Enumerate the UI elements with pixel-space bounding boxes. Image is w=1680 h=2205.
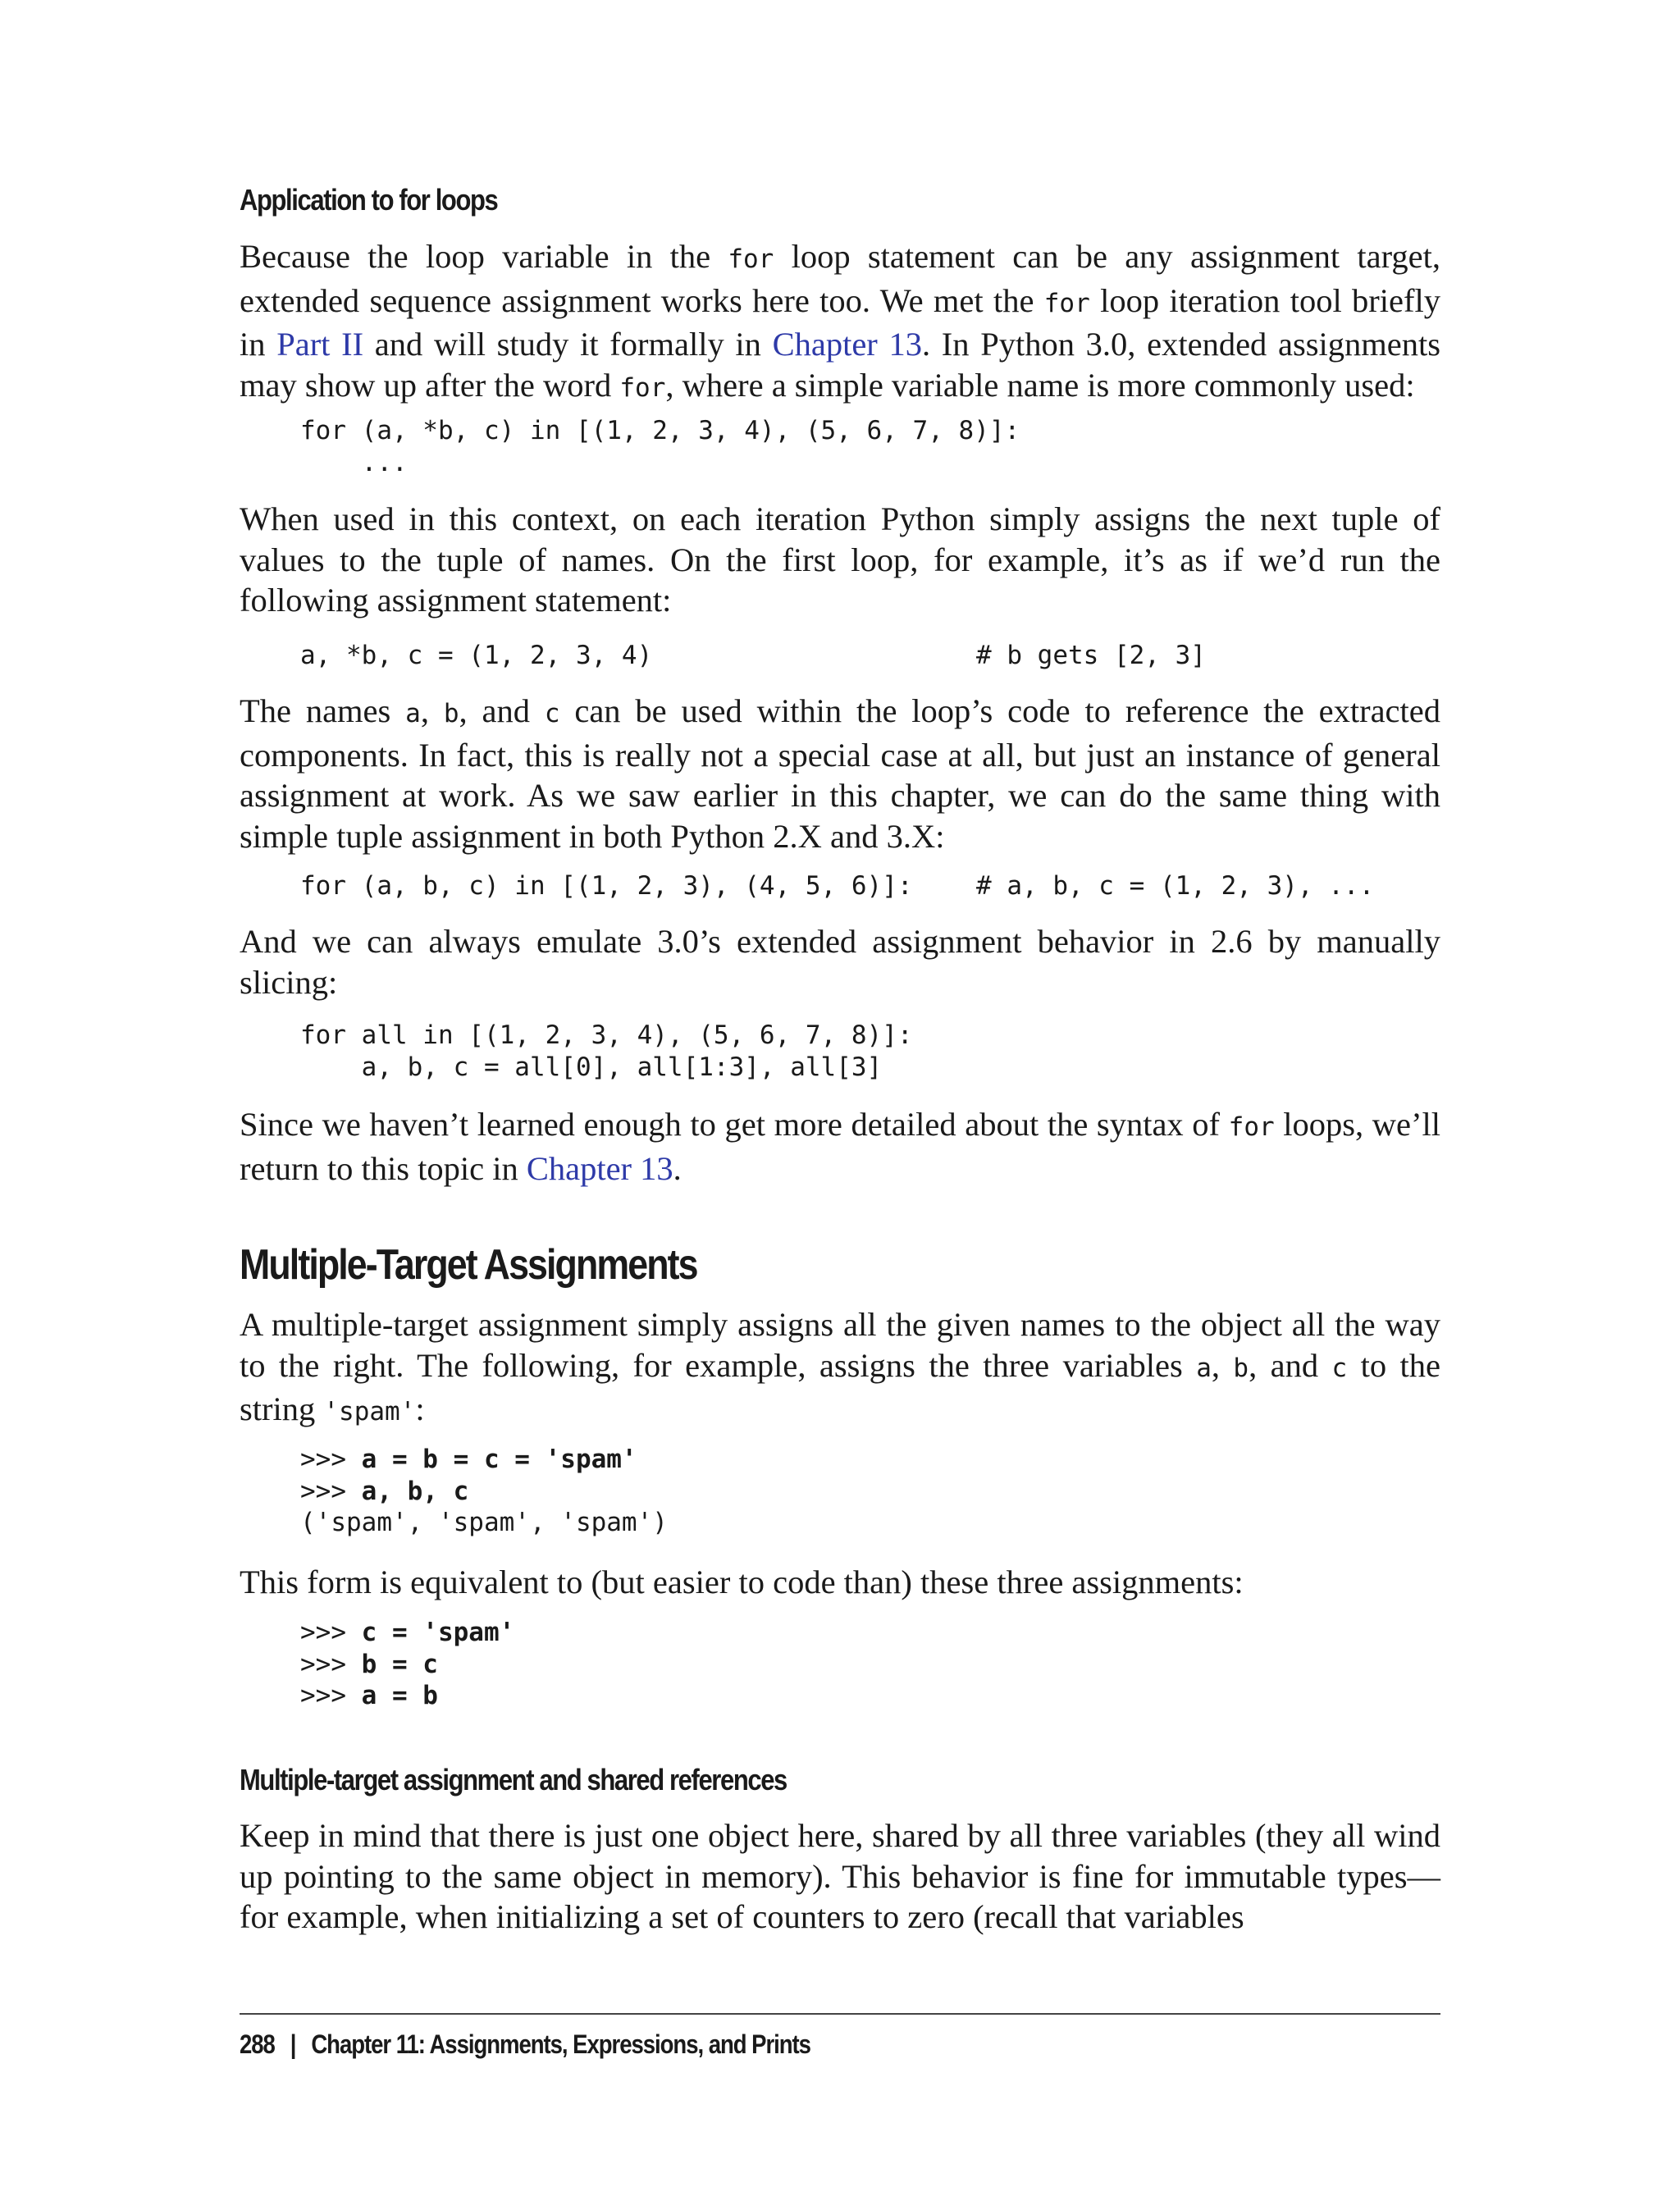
paragraph [240,1304,1440,1433]
heading-text: Multiple-target assignment and shared references [240,1763,787,1796]
paragraph [240,1815,1440,1938]
inline-code: for [728,244,774,274]
section-heading-multiple-target [240,1239,1440,1291]
page-footer [240,2029,810,2060]
heading-text: Multiple-Target Assignments [240,1241,697,1289]
footer-separator: | [290,2029,296,2059]
footer-rule [240,2013,1440,2015]
prompt: >>> [300,1445,362,1474]
body-text: Because the loop variable in the for loop statement can be any assignment target, extended sequence assignment works here too. We met the for loop iteration tool briefly in Part II and will study it formally in Chapter 13. In Python 3.0, extended assignments may show up after the word for, where a simple variable name is more commonly used: [240,238,1441,404]
body-text: When used in this context, on each iteration Python simply assigns the next tuple of values to the tuple of names. On the first loop, for example, it’s as if we’d run the following assignment statement: [240,500,1440,619]
code-line: >>> c = 'spam' [300,1618,515,1647]
prompt: >>> [300,1476,362,1506]
prompt: >>> [300,1649,362,1679]
code-block [300,870,1375,902]
inline-code: b [1233,1353,1249,1383]
inline-code: for [1228,1112,1275,1142]
code-line: >>> a = b [300,1681,438,1710]
prompt: >>> [300,1618,362,1647]
code-output: ('spam', 'spam', 'spam') [300,1508,668,1537]
heading-text: Application to for loops [240,183,498,217]
code-line: for all in [(1, 2, 3, 4), (5, 6, 7, 8)]: [300,1020,913,1050]
code-comment: # a, b, c = (1, 2, 3), ... [976,871,1375,901]
code-line: for (a, b, c) in [(1, 2, 3), (4, 5, 6)]: [300,871,913,901]
body-text: Keep in mind that there is just one object here, shared by all three variables (they all wind up pointing to the same object in memory). This behavior is fine for immutable types—for example, when initializing a set of counters to zero (recall that variables [240,1817,1440,1936]
code-block [300,640,1206,672]
code-block [300,415,1020,478]
paragraph [240,499,1440,621]
paragraph [240,1104,1440,1189]
code-block [300,1617,514,1712]
code-block [300,1444,668,1539]
code-line: >>> b = c [300,1649,438,1679]
paragraph [240,921,1440,1002]
body-text: The names a, b, and c can be used within the loop’s code to reference the extracted components. In fact, this is really not a special case at all, but just an instance of general assignment at work. As we saw earlier in this chapter, we can do the same thing with simple tuple assignment in both Python 2.X and 3.X: [240,692,1441,855]
code-block [300,1020,913,1083]
paragraph [240,1562,1440,1603]
inline-code: b [443,699,459,728]
inline-code: for [619,372,666,403]
subsection-heading-shared-references [240,1762,1440,1798]
code-line: a, *b, c = (1, 2, 3, 4) [300,641,653,670]
part-ii-link[interactable]: Part II [276,326,364,363]
code-line: ... [300,447,408,477]
inline-code: c [544,699,560,728]
inline-code: a [1196,1353,1212,1383]
paragraph [240,236,1440,409]
body-text: And we can always emulate 3.0’s extended assignment behavior in 2.6 by manually slicing: [240,923,1440,1001]
prompt: >>> [300,1681,362,1710]
code-comment: # b gets [2, 3] [976,641,1206,670]
inline-code: c [1331,1353,1348,1383]
code-line: >>> a = b = c = 'spam' [300,1445,637,1474]
chapter-title: Chapter 11: Assignments, Expressions, and Prints [311,2029,810,2059]
paragraph [240,691,1440,856]
inline-code: a [405,699,421,728]
body-text: A multiple-target assignment simply assigns all the given names to the object all the way to the right. The following, for example, assigns the three variables a, b, and c to the string 'spam': [240,1306,1441,1428]
body-text: Since we haven’t learned enough to get more detailed about the syntax of for loops, we’ll return to this topic in Chapter 13. [240,1106,1440,1187]
chapter-13-link[interactable]: Chapter 13 [526,1149,673,1187]
code-line: a, b, c = all[0], all[1:3], all[3] [300,1052,883,1082]
code-line: for (a, *b, c) in [(1, 2, 3, 4), (5, 6, 7, 8)]: [300,416,1020,445]
chapter-13-link[interactable]: Chapter 13 [772,326,922,363]
inline-code: 'spam' [323,1397,416,1427]
inline-code: for [1043,288,1090,318]
code-line: >>> a, b, c [300,1476,469,1506]
body-text: This form is equivalent to (but easier to code than) these three assignments: [240,1564,1244,1600]
page-number: 288 [240,2029,275,2059]
subsection-heading-for-loops [240,182,1440,218]
